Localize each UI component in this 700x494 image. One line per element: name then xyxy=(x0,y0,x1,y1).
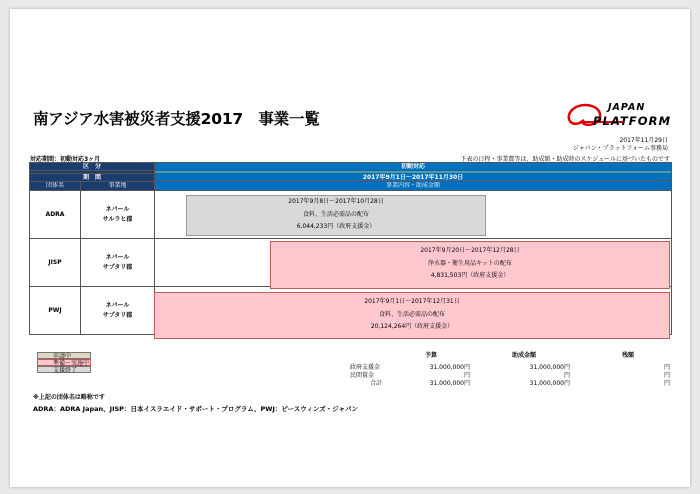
region-country: ネパール xyxy=(105,301,130,309)
schedule-bar-pwj xyxy=(154,292,670,339)
footnote-abbreviation: ※上記の団体名は略称です xyxy=(33,394,105,401)
legend-item xyxy=(37,366,91,373)
region-district: サプタリ郡 xyxy=(102,311,133,319)
region-district: サルラヒ郡 xyxy=(102,215,133,223)
grant-header: 助成金額 xyxy=(512,352,537,359)
content-column-header: 事業内容・助成金額 xyxy=(155,182,672,191)
funding-budget: 31,000,000円 xyxy=(429,364,470,371)
funding-balance: 円 xyxy=(663,380,670,387)
bar-content: 浄水器・衛生用品キットの配布 xyxy=(428,259,512,267)
legend-label: 準備～実施中 xyxy=(53,360,90,367)
bar-dates: 2017年9月8日～2017年10月28日 xyxy=(288,198,384,205)
office-name: ジャパン・プラットフォーム事務局 xyxy=(572,145,668,152)
funding-grant: 31,000,000円 xyxy=(529,380,570,387)
logo-text-line2: PLATFORM xyxy=(593,114,672,128)
period-header-label: 期 間 xyxy=(30,174,155,182)
bar-amount: 6,044,233円（政府支援金） xyxy=(296,223,376,230)
schedule-bar-jisp xyxy=(270,241,670,289)
legend xyxy=(37,352,91,373)
logo-text-line1: JAPAN xyxy=(608,102,646,113)
region-country: ネパール xyxy=(105,253,130,261)
project-region xyxy=(81,287,155,335)
japan-platform-logo xyxy=(564,100,674,134)
funding-row-label: 政府支援金 xyxy=(350,364,381,371)
funding-balance: 円 xyxy=(663,364,670,371)
bar-amount: 20,124,264円（政府支援金） xyxy=(370,323,454,330)
schedule-bar-adra xyxy=(186,195,486,236)
balance-header: 残額 xyxy=(622,352,635,359)
footnote-org-names: ADRA：ADRA Japan、JISP：日本イスラエイド・サポート・プログラム、PWJ：ピースウィンズ・ジャパン xyxy=(33,405,359,413)
org-column-header: 団体名 xyxy=(30,182,81,191)
bar-content: 食料、生活必需品の配布 xyxy=(378,310,445,318)
period-label: 対応期間：初動対応3ヶ月 xyxy=(30,156,101,163)
document-date: 2017年11月29日 xyxy=(619,137,668,144)
category-label: 区 分 xyxy=(30,163,155,171)
legend-label: 申請中 xyxy=(53,353,72,360)
budget-header: 予算 xyxy=(425,352,438,359)
project-region xyxy=(81,191,155,239)
org-name: ADRA xyxy=(30,191,81,239)
org-name: JISP xyxy=(30,239,81,287)
schedule-note: 下表の日程・事業費等は、助成額・助成時のスケジュールに基づいたものです xyxy=(460,156,670,163)
bar-dates: 2017年9月1日～2017年12月31日 xyxy=(364,298,460,305)
funding-row-label: 合計 xyxy=(370,380,383,387)
legend-label: 支援終了 xyxy=(53,367,78,374)
category-value: 初動対応 xyxy=(155,163,672,171)
bar-amount: 4,831,503円（政府支援金） xyxy=(430,272,510,279)
funding-row-label: 民間資金 xyxy=(350,372,375,379)
region-district: サプタリ郡 xyxy=(102,263,133,271)
bar-dates: 2017年9月20日～2017年12月28日 xyxy=(420,247,520,254)
funding-budget: 31,000,000円 xyxy=(429,380,470,387)
funding-balance: 円 xyxy=(663,372,670,379)
page-title: 南アジア水害被災者支援2017 事業一覧 xyxy=(33,110,320,128)
bar-content: 食料、生活必需品の配布 xyxy=(302,210,369,218)
funding-grant: 円 xyxy=(563,372,570,379)
funding-summary xyxy=(340,350,670,390)
project-region xyxy=(81,239,155,287)
category-row xyxy=(30,163,672,171)
funding-budget: 円 xyxy=(463,372,470,379)
region-column-header: 事業地 xyxy=(81,182,155,191)
column-header-row xyxy=(30,182,672,191)
period-row xyxy=(30,174,672,182)
org-name: PWJ xyxy=(30,287,81,335)
funding-grant: 31,000,000円 xyxy=(529,364,570,371)
region-country: ネパール xyxy=(105,205,130,213)
period-header-value: 2017年9月1日～2017年11月30日 xyxy=(155,174,672,182)
